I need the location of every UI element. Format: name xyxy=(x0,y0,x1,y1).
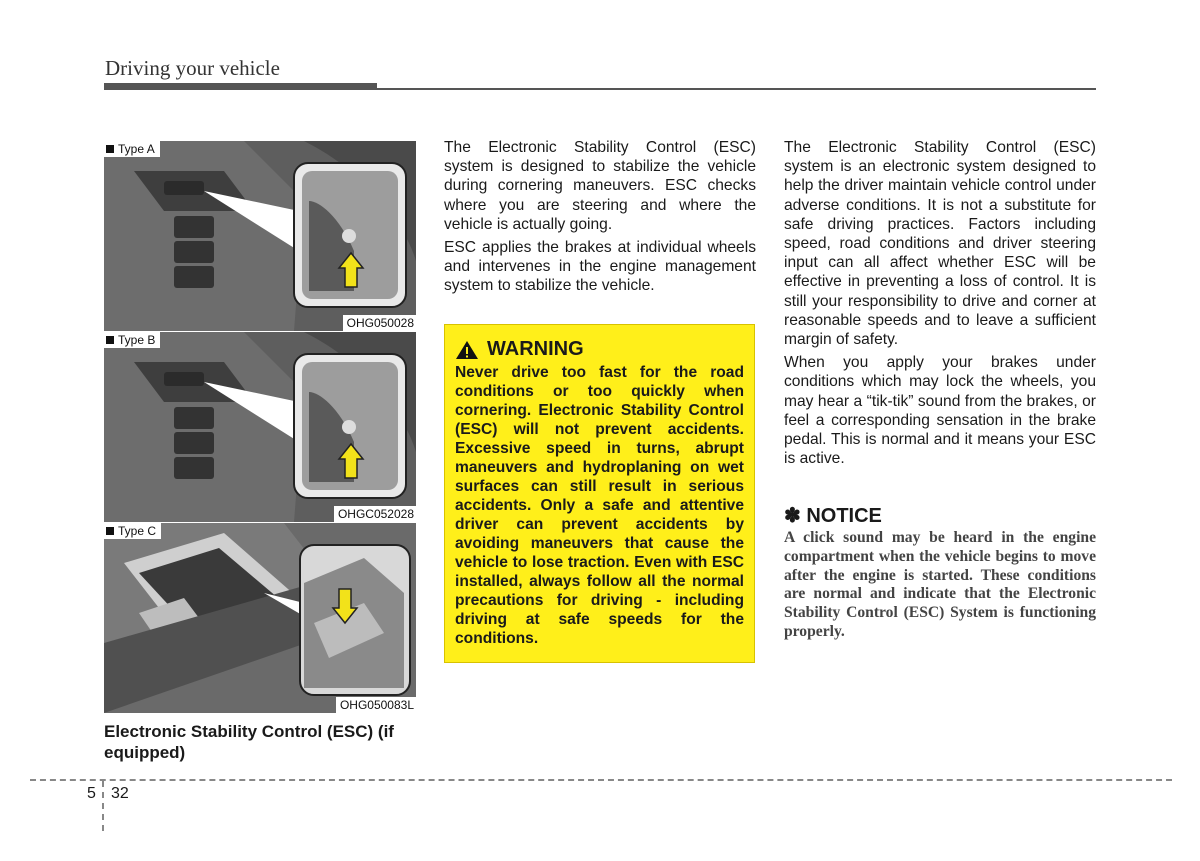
header-rule xyxy=(104,88,1096,90)
footer-divider-vertical xyxy=(102,781,104,831)
section-title: Driving your vehicle xyxy=(105,56,280,80)
paragraph: When you apply your brakes under conditions which may lock the wheels, you may hear a “tik-tik” sound from the brakes, or feel a corresponding sensation in the brake pedal. This is normal and it means your ESC is active. xyxy=(784,354,1096,468)
figure-type-label: Type B xyxy=(104,332,160,348)
figure-type-label: Type A xyxy=(104,141,160,157)
paragraph: ESC applies the brakes at individual wheels and intervenes in the engine management system to stabilize the vehicle. xyxy=(444,239,756,295)
warning-heading xyxy=(455,338,744,361)
warning-triangle-icon xyxy=(455,340,479,360)
warning-text: Never drive too fast for the road conditions or too quickly when cornering. Electronic Stability Control (ESC) will not prevent accidents. Excessive speed in turns, abrupt maneuvers and hydroplaning on wet surfaces can still result in serious accidents. Only a safe and attentive driver can prevent accidents by avoiding maneuvers that cause the vehicle to lose traction. Even with ESC installed, always follow all the normal precautions for driving - including driving at safe speeds for the conditions. xyxy=(455,364,744,647)
middle-column xyxy=(444,138,756,300)
figure-code: OHG050083L xyxy=(336,697,416,713)
dashboard-illustration-b xyxy=(104,332,416,522)
paragraph: The Electronic Stability Control (ESC) system is designed to stabilize the vehicle during cornering maneuvers. ESC checks where you are steering and where the vehicle is actually going. xyxy=(444,139,756,233)
figure-type-label: Type C xyxy=(104,523,161,539)
warning-title: WARNING xyxy=(487,338,584,360)
chapter-number: 5 xyxy=(87,785,96,802)
figure-type-a xyxy=(104,141,416,331)
page-number: 32 xyxy=(111,785,129,802)
figure-type-b xyxy=(104,332,416,522)
figure-caption: Electronic Stability Control (ESC) (if equipped) xyxy=(104,722,394,762)
right-column xyxy=(784,138,1096,472)
notice-heading: ✽ NOTICE xyxy=(784,505,882,527)
notice-text: A click sound may be heard in the engine compartment when the vehicle begins to move after the engine is started. These conditions are normal and indicate that the Electronic Stability Control (ESC) System is functioning properly. xyxy=(784,529,1096,640)
console-illustration-c xyxy=(104,523,416,713)
dashboard-illustration-a xyxy=(104,141,416,331)
figure-type-c xyxy=(104,523,416,713)
figure-code: OHGC052028 xyxy=(334,506,416,522)
paragraph: The Electronic Stability Control (ESC) system is an electronic system designed to help the driver maintain vehicle control under adverse conditions. It is not a substitute for safe driving practices. Factors including speed, road conditions and driver steering input can all affect whether ESC will be effective in preventing a loss of control. It is still your responsibility to drive and corner at reasonable speeds and to leave a sufficient margin of safety. xyxy=(784,139,1096,349)
footer-divider xyxy=(30,779,1172,781)
figure-code: OHG050028 xyxy=(343,315,416,331)
warning-box xyxy=(444,324,755,663)
